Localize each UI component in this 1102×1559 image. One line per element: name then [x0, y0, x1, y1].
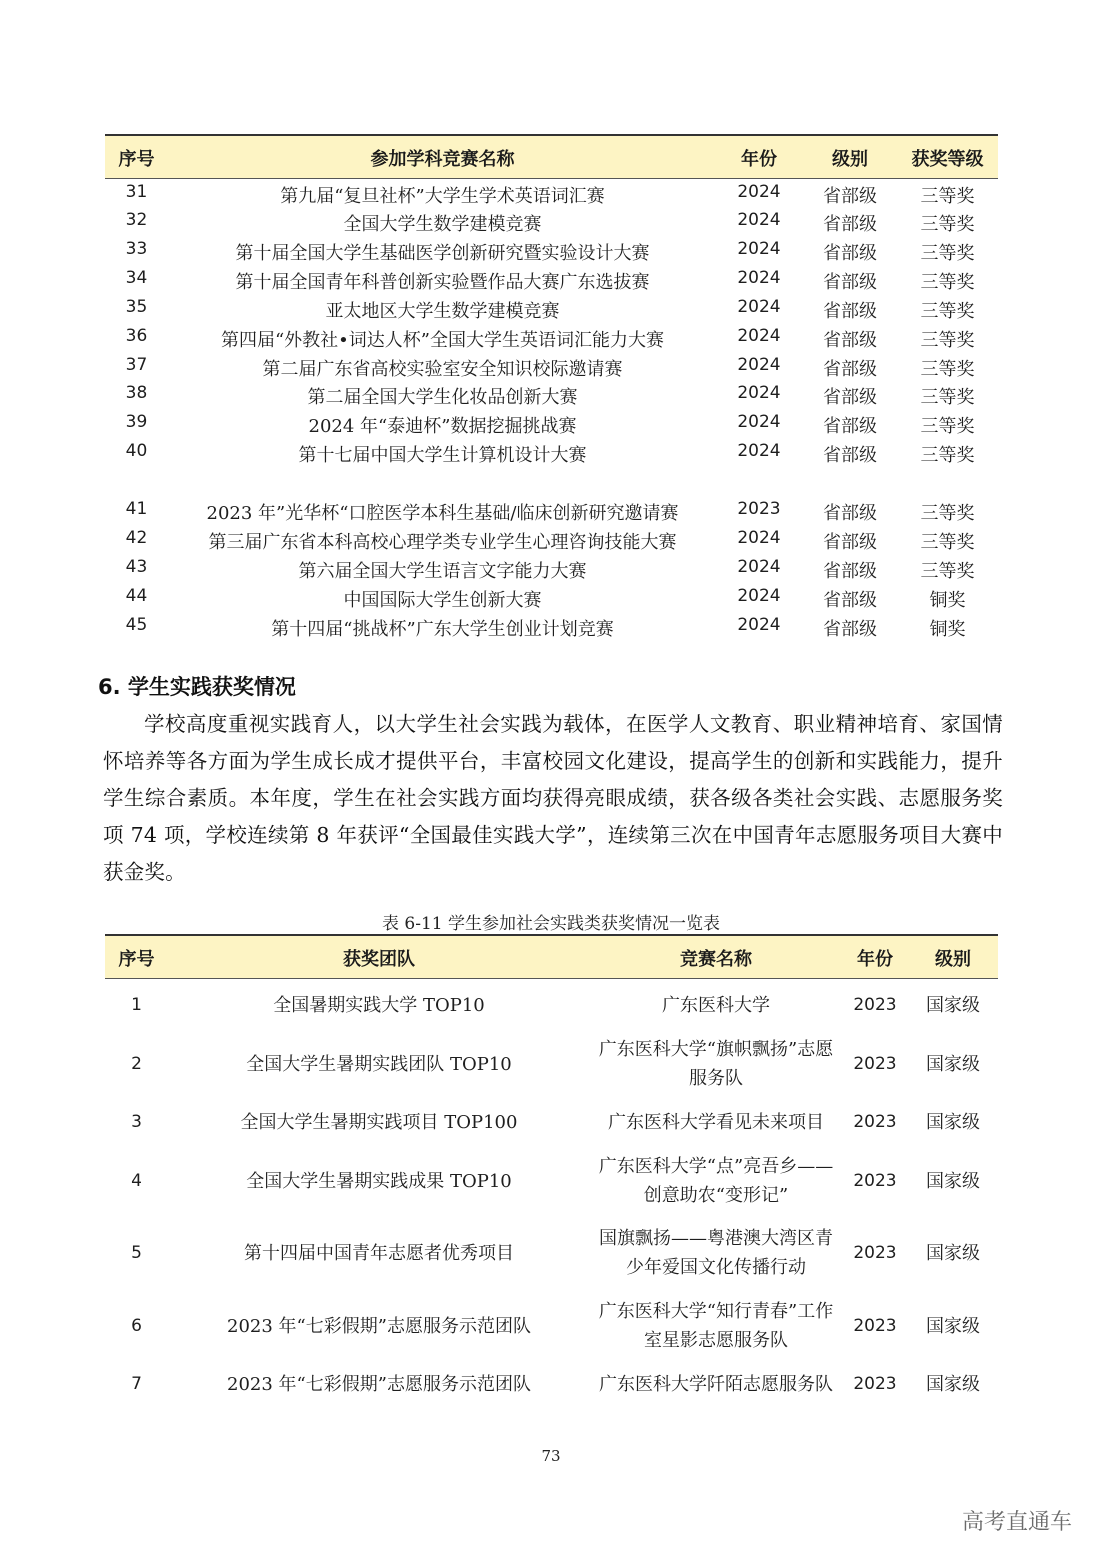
header-year: 年份: [741, 149, 777, 170]
row-year: 2023: [853, 1170, 897, 1191]
row-index: 4: [131, 1170, 142, 1191]
row-competition-name: 第十届全国青年科普创新实验暨作品大赛广东选拔赛: [235, 272, 650, 293]
row-level: 国家级: [926, 994, 980, 1016]
header-award: 获奖等级: [911, 149, 984, 170]
row-index: 33: [125, 239, 148, 259]
row-award-team: 第十四届中国青年志愿者优秀项目: [244, 1242, 514, 1264]
row-award: 三等奖: [920, 503, 975, 524]
row-award-team: 2023 年“七彩假期”志愿服务示范团队: [227, 1315, 531, 1337]
section-paragraph: 学校高度重视实践育人，以大学生社会实践为载体，在医学人文教育、职业精神培育、家国情怀培养等各方面为学生成长成才提供平台，丰富校园文化建设，提高学生的创新和实践能力，提升学生综合素质。本年度，学生在社会实践方面均获得亮眼成绩，获各级各类社会实践、志愿服务奖项 74 项，学校连续第 8 年获评“全国最佳实践大学”，连续第三次在中国青年志愿服务项目大赛中获金奖。: [103, 712, 1003, 884]
row-award-team: 2023 年“七彩假期”志愿服务示范团队: [227, 1373, 531, 1395]
row-index: 3: [131, 1111, 142, 1132]
row-award: 三等奖: [920, 186, 975, 207]
header-competition-name: 参加学科竞赛名称: [370, 149, 515, 170]
row-competition-name: 2024 年“泰迪杯”数据挖掘挑战赛: [308, 416, 577, 437]
header-level: 级别: [832, 149, 868, 170]
row-year: 2023: [853, 1315, 897, 1336]
row-level: 国家级: [926, 1373, 980, 1395]
row-year: 2023: [853, 1373, 897, 1394]
row-competition-name: 广东医科大学“知行青春”工作室星影志愿服务队: [598, 1301, 834, 1351]
row-level: 省部级: [823, 243, 877, 264]
row-award: 铜奖: [929, 590, 966, 611]
row-level: 省部级: [823, 272, 877, 293]
row-level: 省部级: [823, 330, 877, 351]
row-year: 2024: [737, 182, 781, 202]
row-award-team: 全国大学生暑期实践成果 TOP10: [246, 1170, 512, 1192]
row-competition-name: 第二届广东省高校实验室安全知识校际邀请赛: [262, 359, 623, 380]
row-award: 三等奖: [920, 359, 975, 380]
row-index: 40: [125, 441, 148, 461]
row-competition-name: 第六届全国大学生语言文字能力大赛: [298, 561, 587, 582]
row-index: 41: [125, 499, 148, 519]
row-year: 2024: [737, 557, 781, 577]
row-index: 43: [125, 557, 148, 577]
row-index: 38: [125, 383, 148, 403]
header-competition-name: 竞赛名称: [680, 949, 752, 970]
row-competition-name: 国旗飘扬——粤港澳大湾区青少年爱国文化传播行动: [599, 1228, 833, 1278]
row-index: 2: [131, 1053, 142, 1074]
row-index: 6: [131, 1315, 142, 1336]
header-index: 序号: [118, 949, 155, 970]
row-award-team: 全国大学生暑期实践团队 TOP10: [246, 1053, 512, 1075]
row-year: 2023: [853, 1053, 897, 1074]
row-index: 42: [125, 528, 148, 548]
row-competition-name: 第二届全国大学生化妆品创新大赛: [307, 387, 578, 408]
header-index: 序号: [118, 149, 155, 170]
row-level: 省部级: [823, 590, 877, 611]
row-year: 2024: [737, 586, 781, 606]
row-award: 三等奖: [920, 330, 975, 351]
page-number: 73: [541, 1447, 561, 1465]
row-index: 7: [131, 1373, 142, 1394]
header-award-team: 获奖团队: [343, 949, 415, 970]
row-level: 省部级: [823, 416, 877, 437]
row-competition-name: 中国国际大学生创新大赛: [343, 590, 542, 611]
row-level: 省部级: [823, 214, 877, 235]
row-level: 省部级: [823, 619, 877, 640]
row-competition-name: 2023 年”光华杯“口腔医学本科生基础/临床创新研究邀请赛: [206, 503, 679, 524]
row-year: 2023: [853, 1111, 897, 1132]
row-index: 44: [125, 586, 148, 606]
row-competition-name: 广东医科大学阡陌志愿服务队: [599, 1373, 833, 1395]
row-level: 省部级: [823, 503, 877, 524]
row-index: 45: [125, 615, 148, 635]
row-level: 省部级: [823, 359, 877, 380]
row-index: 32: [125, 210, 148, 230]
row-level: 省部级: [823, 186, 877, 207]
row-competition-name: 广东医科大学“点”亮吾乡——创意助农“变形记”: [598, 1156, 834, 1206]
row-year: 2024: [737, 326, 781, 346]
row-level: 省部级: [823, 301, 877, 322]
row-index: 35: [125, 297, 148, 317]
row-award: 三等奖: [920, 532, 975, 553]
row-competition-name: 广东医科大学: [662, 994, 770, 1016]
row-competition-name: 第九届“复旦社杯”大学生学术英语词汇赛: [280, 186, 605, 207]
row-index: 34: [125, 268, 148, 288]
section-title: 6. 学生实践获奖情况: [98, 675, 296, 699]
row-year: 2024: [737, 412, 781, 432]
row-award: 三等奖: [920, 445, 975, 466]
row-year: 2024: [737, 528, 781, 548]
row-competition-name: 广东医科大学“旗帜飘扬”志愿服务队: [598, 1039, 834, 1089]
row-competition-name: 全国大学生数学建模竞赛: [343, 214, 542, 235]
row-index: 1: [131, 994, 142, 1015]
row-year: 2023: [737, 499, 781, 519]
row-level: 国家级: [926, 1170, 980, 1192]
row-award-team: 全国大学生暑期实践项目 TOP100: [240, 1111, 518, 1133]
header-year: 年份: [857, 949, 893, 970]
header-level: 级别: [935, 949, 971, 970]
row-index: 37: [125, 355, 148, 375]
row-competition-name: 广东医科大学看见未来项目: [608, 1111, 824, 1133]
row-year: 2024: [737, 268, 781, 288]
row-index: 36: [125, 326, 148, 346]
row-year: 2024: [737, 297, 781, 317]
row-level: 省部级: [823, 445, 877, 466]
row-level: 省部级: [823, 561, 877, 582]
row-award: 三等奖: [920, 387, 975, 408]
table-caption: 表 6-11 学生参加社会实践类获奖情况一览表: [382, 914, 720, 934]
row-year: 2024: [737, 355, 781, 375]
row-year: 2024: [737, 383, 781, 403]
row-award: 铜奖: [929, 619, 966, 640]
row-competition-name: 亚太地区大学生数学建模竞赛: [325, 301, 560, 322]
row-year: 2024: [737, 441, 781, 461]
row-award: 三等奖: [920, 561, 975, 582]
watermark-logo: 高考直通车: [961, 1510, 1072, 1535]
row-competition-name: 第四届“外教社•词达人杯”全国大学生英语词汇能力大赛: [220, 330, 665, 351]
row-index: 5: [131, 1242, 142, 1263]
row-level: 国家级: [926, 1242, 980, 1264]
row-level: 国家级: [926, 1111, 980, 1133]
row-award: 三等奖: [920, 214, 975, 235]
row-level: 省部级: [823, 532, 877, 553]
row-award-team: 全国暑期实践大学 TOP10: [273, 994, 485, 1016]
row-year: 2024: [737, 615, 781, 635]
row-year: 2024: [737, 239, 781, 259]
row-index: 39: [125, 412, 148, 432]
row-competition-name: 第三届广东省本科高校心理学类专业学生心理咨询技能大赛: [208, 532, 677, 553]
row-award: 三等奖: [920, 416, 975, 437]
row-level: 国家级: [926, 1315, 980, 1337]
row-award: 三等奖: [920, 272, 975, 293]
row-competition-name: 第十四届“挑战杯”广东大学生创业计划竞赛: [271, 619, 614, 640]
row-year: 2024: [737, 210, 781, 230]
row-award: 三等奖: [920, 301, 975, 322]
row-year: 2023: [853, 1242, 897, 1263]
row-award: 三等奖: [920, 243, 975, 264]
row-competition-name: 第十七届中国大学生计算机设计大赛: [298, 445, 587, 466]
row-level: 国家级: [926, 1053, 980, 1075]
row-year: 2023: [853, 994, 897, 1015]
row-index: 31: [125, 182, 148, 202]
row-level: 省部级: [823, 387, 877, 408]
row-competition-name: 第十届全国大学生基础医学创新研究暨实验设计大赛: [235, 243, 650, 264]
